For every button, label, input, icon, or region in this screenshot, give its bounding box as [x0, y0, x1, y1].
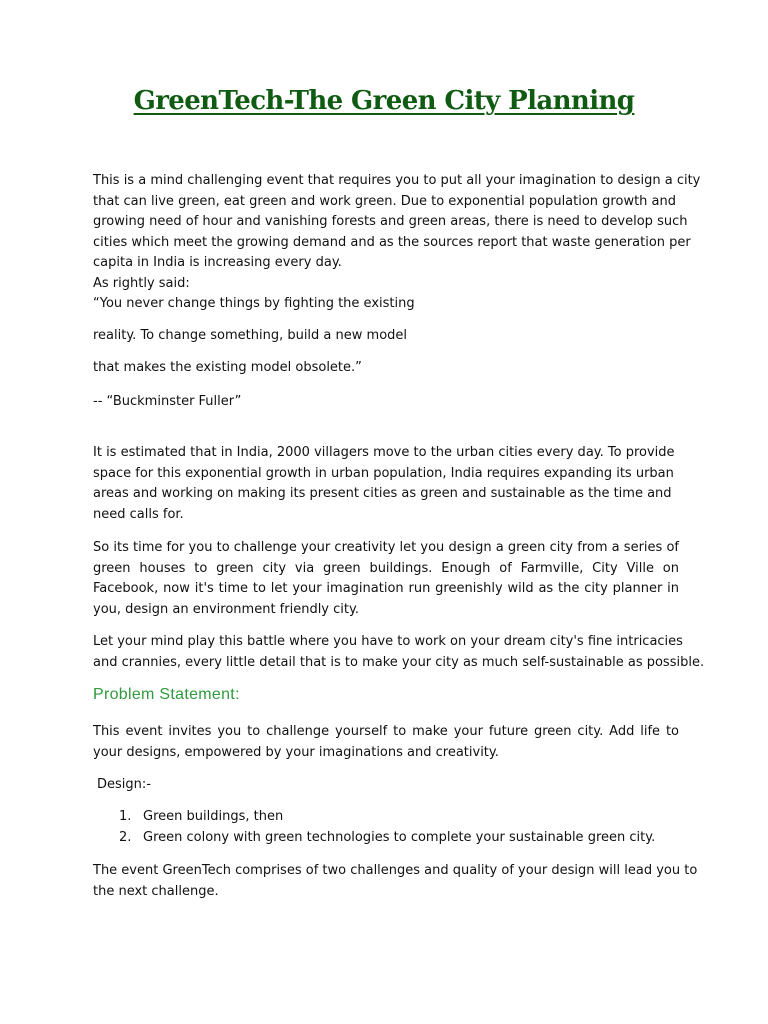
- problem-statement-heading-colon: :: [235, 686, 240, 703]
- urban-line: need calls for.: [93, 506, 184, 522]
- problem-statement-heading: [93, 686, 240, 704]
- quote-line: “You never change things by fighting the existing: [93, 296, 415, 311]
- problem-statement-text: This event invites you to challenge yourself to make your future green city. Add life to your designs, empowered by your imaginations and creativity.: [93, 724, 679, 760]
- intro-line: As rightly said:: [93, 275, 190, 291]
- urban-paragraph: [93, 443, 679, 525]
- mind-paragraph: [93, 632, 705, 673]
- list-item-text: Green colony with green technologies to complete your sustainable green city.: [143, 829, 656, 845]
- intro-line: This is a mind challenging event that requires you to put all your imagination to design a city: [93, 173, 701, 188]
- quote-line: reality. To change something, build a new model: [93, 328, 408, 343]
- intro-line: growing need of hour and vanishing forests and green areas, there is need to develop such: [93, 214, 688, 229]
- intro-paragraph: [93, 171, 701, 315]
- urban-line: space for this exponential growth in urban population, India requires expanding its urban: [93, 465, 674, 481]
- intro-line: cities which meet the growing demand and as the sources report that waste generation per: [93, 234, 691, 250]
- quote-line: that makes the existing model obsolete.”: [93, 360, 362, 375]
- urban-line: It is estimated that in India, 2000 villagers move to the urban cities every day. To provide: [93, 445, 675, 460]
- closing-line: The event GreenTech comprises of two challenges and quality of your design will lead you to: [93, 863, 698, 878]
- urban-line: areas and working on making its present cities as green and sustainable as the time and: [93, 486, 672, 501]
- problem-statement-heading-text: Problem Statement: [93, 686, 236, 703]
- challenge-paragraph: So its time for you to challenge your creativity let you design a green city from a series of green houses to green city via green buildings. Enough of Farmville, City Ville on Facebook, now it's time to let your imagination run greenishly wild as the city planner in you, design an environment friendly city.: [93, 540, 679, 617]
- intro-line: that can live green, eat green and work green. Due to exponential population growth and: [93, 193, 677, 209]
- design-label: Design:-: [97, 777, 151, 792]
- closing-paragraph: [93, 861, 698, 902]
- list-number: 2.: [119, 829, 132, 845]
- document-title: GreenTech-The Green City Planning: [133, 86, 635, 116]
- mind-line: Let your mind play this battle where you have to work on your dream city's fine intricacies: [93, 634, 683, 649]
- mind-line: and crannies, every little detail that is to make your city as much self-sustainable as possible.: [93, 654, 705, 670]
- closing-line: the next challenge.: [93, 883, 219, 899]
- design-list-item: [93, 807, 655, 828]
- list-item-text: Green buildings, then: [143, 809, 284, 824]
- list-number: 1.: [119, 809, 132, 824]
- design-list-item: [93, 828, 655, 849]
- intro-line: capita in India is increasing every day.: [93, 255, 342, 270]
- quote-attribution: -- “Buckminster Fuller”: [93, 394, 242, 409]
- design-list: [93, 807, 655, 848]
